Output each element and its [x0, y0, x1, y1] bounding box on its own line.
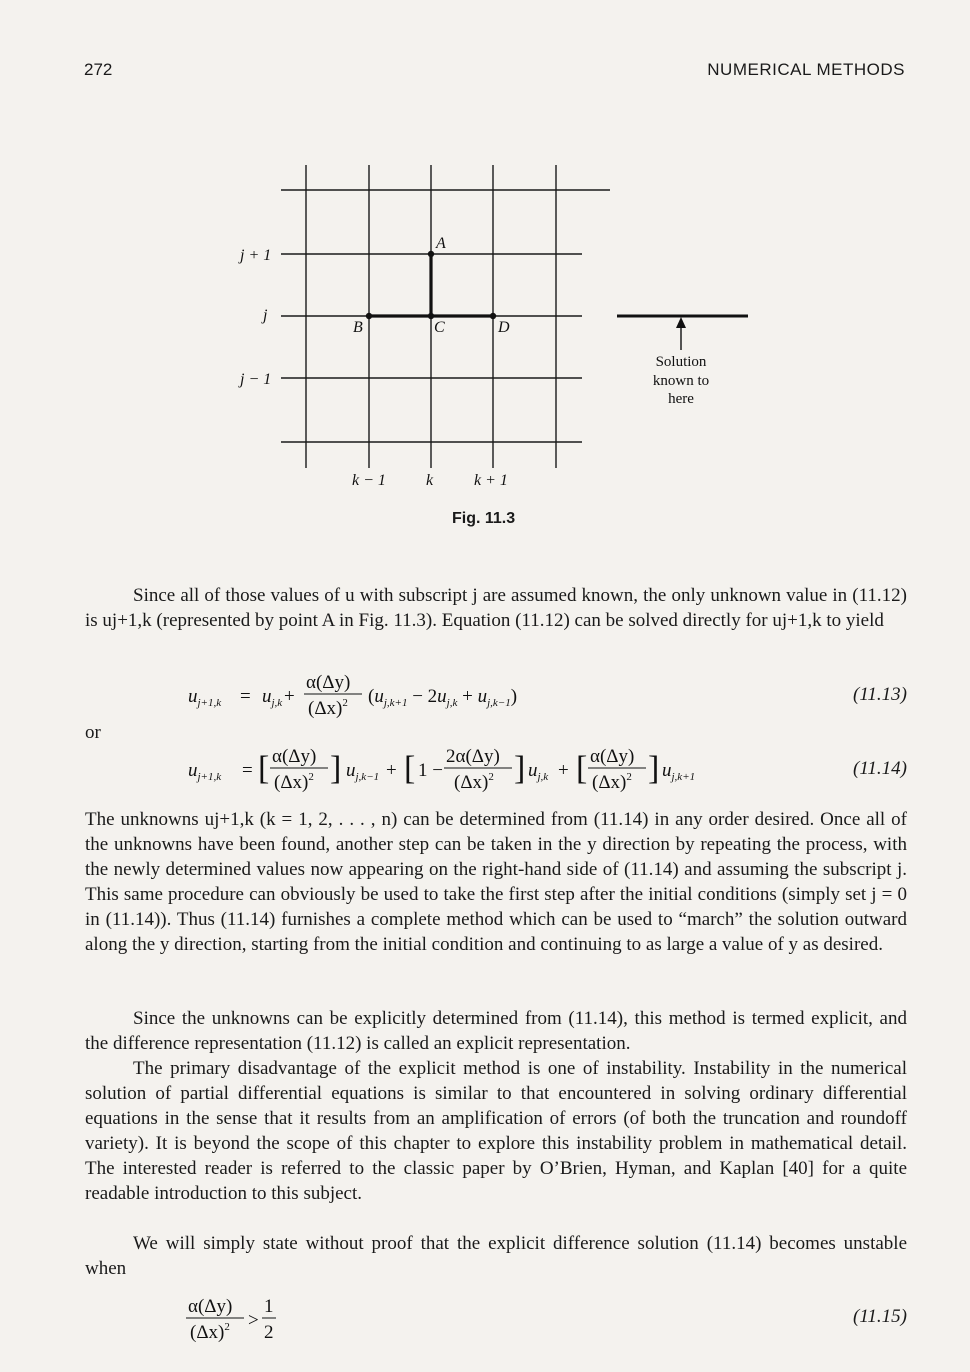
svg-text:(Δx)2: $(\Delta x)^2$: [308, 697, 348, 719]
point-d: [490, 313, 496, 319]
col-label-k-plus-1: k + 1: [474, 472, 508, 489]
svg-text:(uj,k+1 − 2uj,k + uj,k−1): $(u_{j,k+1} - 2u_{j,k} + u_{j,k-1})$: [368, 686, 518, 709]
equation-11-15: [0, 1294, 970, 1343]
equation-number: (11.13): [853, 684, 907, 705]
col-label-k-minus-1: k − 1: [352, 472, 386, 489]
paragraph-5: We will simply state without proof that the explicit difference solution (11.14) becomes unstable when: [85, 1233, 907, 1279]
svg-text:(Δx)2: $(\Delta x)^2$: [190, 1321, 230, 1343]
svg-text:(Δx)2: $(\Delta x)^2$: [274, 771, 314, 793]
svg-text:(Δx)2: $(\Delta x)^2$: [592, 771, 632, 793]
svg-text:1 −: 1 −: [418, 760, 443, 781]
svg-text:=: =: [240, 686, 251, 707]
paragraph-2: The unknowns uj+1,k (k = 1, 2, . . . , n) can be determined from (11.14) in any order desired. Once all of the unknowns have been found, another step can be taken in the y direction by repeating the process, with the newly determined values now appearing on the right-hand side of (11.14) and assuming the subscript j. This same procedure can obviously be used to take the first step after the initial conditions (simply set j = 0 in (11.14)). Thus (11.14) furnishes a complete method which can be used to “march” the solution outward along the y direction, starting from the initial condition and continuing to as large a value of y as desired.: [85, 809, 907, 955]
paragraph-4: The primary disadvantage of the explicit method is one of instability. Instability in the numerical solution of partial differential equations is similar to that encountered in solving ordinary differential equations in the sense that it results from an amplification of errors (of both the truncation and roundoff variety). It is beyond the scope of this chapter to explore this instability problem in mathematical detail. The interested reader is referred to the classic paper by O’Brien, Hyman, and Kaplan [40] for a quite readable introduction to this subject.: [85, 1058, 907, 1204]
svg-text:uj,k: $u_{j,k}$: [528, 760, 549, 783]
svg-text:]: ]: [514, 750, 526, 787]
svg-text:uj,k−1: $u_{j,k-1}$: [346, 760, 380, 783]
point-a: [428, 251, 434, 257]
point-label-c: C: [434, 319, 445, 336]
page-number: 272: [84, 60, 113, 79]
svg-text:1: 1: [264, 1296, 274, 1317]
svg-text:(Δx)2: $(\Delta x)^2$: [454, 771, 494, 793]
svg-text:2α(Δy): 2α(Δy): [446, 748, 500, 767]
point-label-a: A: [436, 235, 446, 252]
svg-text:α(Δy): α(Δy): [272, 748, 317, 767]
svg-text:=: =: [242, 760, 253, 781]
svg-text:α(Δy): α(Δy): [590, 748, 635, 767]
row-label-j-plus-1: j + 1: [240, 247, 272, 264]
svg-text:+: +: [284, 686, 295, 707]
paragraph-3: Since the unknowns can be explicitly determined from (11.14), this method is termed explicit, and the difference representation (11.12) is called an explicit representation.: [85, 1008, 907, 1054]
svg-text:uj+1,k: $u_{j+1,k}$: [188, 760, 222, 783]
svg-text:uj+1,k: $u_{j+1,k}$: [188, 686, 222, 709]
svg-text:>: >: [248, 1310, 259, 1331]
svg-text:[: [: [576, 750, 588, 787]
note-line-3: here: [668, 391, 694, 407]
figure-caption: Fig. 11.3: [452, 510, 516, 527]
svg-text:α(Δy): α(Δy): [306, 674, 351, 693]
equation-11-14: [0, 748, 970, 792]
row-label-j-minus-1: j − 1: [240, 371, 272, 388]
arrow-up-icon: [676, 317, 686, 328]
note-line-2: known to: [652, 373, 710, 389]
running-header: NUMERICAL METHODS: [707, 60, 905, 79]
svg-text:uj,k+1: $u_{j,k+1}$: [662, 760, 696, 783]
point-label-d: D: [498, 319, 510, 336]
paragraph-1: Since all of those values of u with subscript j are assumed known, the only unknown value in (11.12) is uj+1,k (represented by point A in Fig. 11.3). Equation (11.12) can be solved directly for uj+1,k to yield: [85, 585, 907, 631]
equation-11-13: [0, 674, 970, 718]
equation-number: (11.15): [853, 1306, 907, 1327]
svg-text:]: ]: [648, 750, 660, 787]
row-label-j: j: [263, 307, 268, 324]
svg-text:+: +: [558, 760, 569, 781]
svg-text:[: [: [258, 750, 270, 787]
svg-text:+: +: [386, 760, 397, 781]
svg-text:[: [: [404, 750, 416, 787]
or-label: or: [85, 722, 101, 743]
point-b: [366, 313, 372, 319]
svg-text:]: ]: [330, 750, 342, 787]
note-line-1: Solution: [655, 354, 707, 370]
svg-text:uj,k: $u_{j,k}$: [262, 686, 283, 709]
difference-grid-figure: [0, 0, 970, 540]
equation-number: (11.14): [853, 758, 907, 779]
point-label-b: B: [353, 319, 363, 336]
svg-text:α(Δy): α(Δy): [188, 1296, 233, 1317]
col-label-k: k: [426, 472, 434, 489]
svg-text:2: 2: [264, 1322, 274, 1343]
